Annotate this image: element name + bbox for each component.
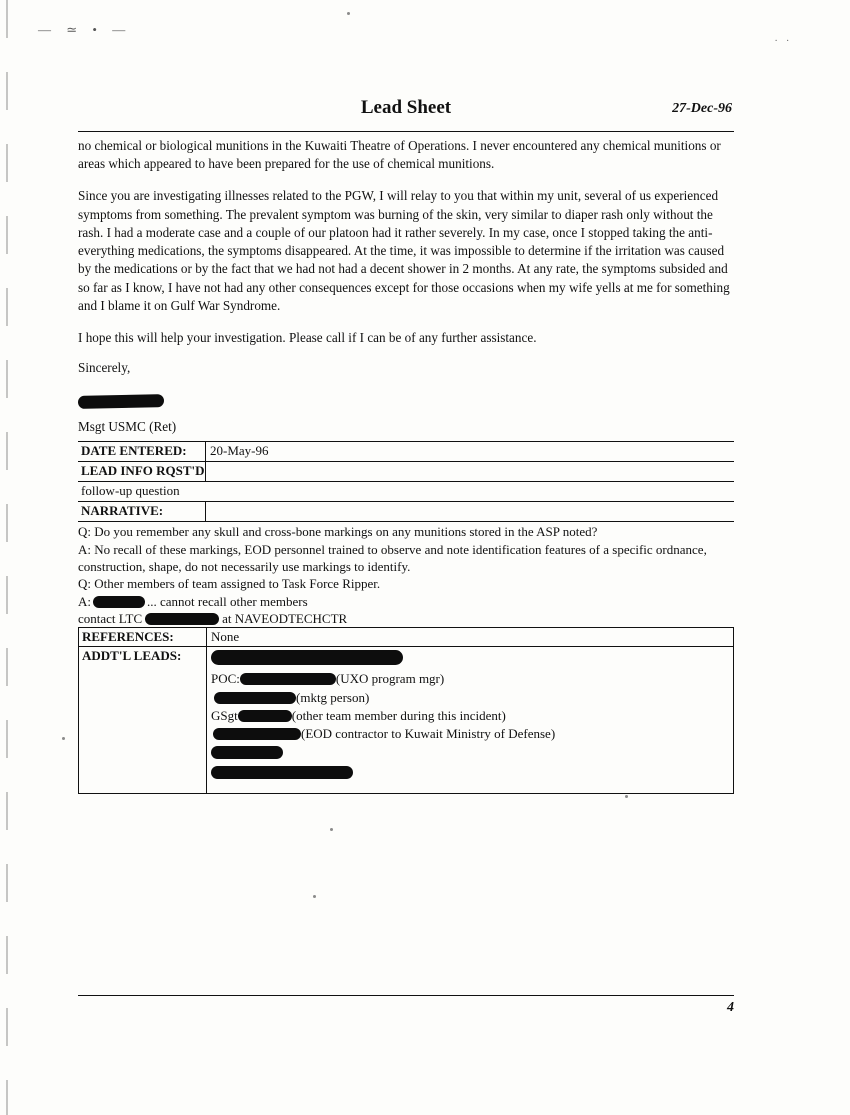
scan-top-right-marks: . .	[774, 32, 792, 44]
addtl-leads-body	[206, 647, 733, 793]
lead-info-value	[205, 462, 734, 481]
form-row-date-entered	[78, 442, 734, 462]
narrative-value	[205, 502, 734, 521]
narrative-contact-prefix: contact LTC	[78, 610, 143, 626]
scan-speck	[313, 895, 316, 898]
letter-paragraph-2: Since you are investigating illnesses related to the PGW, I will relay to you that within my unit, several of us experienced symptoms from something. The prevalent symptom was burning of the skin, very similar to diaper rash only without the rash. I had a moderate case and a couple of our platoon had it rather severely. In my case, once I stopped taking the anti-everything medications, the symptoms disappeared. At the time, it was impossible to determine if the irritation was caused by the medications or by the fact that we had not had a decent shower in 2 months. At any rate, the symptoms subsided and so far as I know, I have not had any other consequences except for those occasions when my wife yells at me for something and I blame it on Gulf War Syndrome.	[78, 188, 730, 313]
letter-paragraph-3: I hope this will help your investigation. Please call if I can be of any further assistance.	[78, 329, 537, 345]
references-leads-box	[78, 627, 734, 794]
list-item	[211, 725, 733, 743]
references-value: None	[206, 628, 733, 646]
lead-suffix: (EOD contractor to Kuwait Ministry of Defense)	[301, 726, 556, 742]
narrative-qa-redacted-line	[78, 593, 734, 610]
form-row-addtl-leads	[79, 647, 733, 793]
list-item	[211, 707, 733, 725]
scan-top-left-marks: — ≃ • —	[38, 22, 132, 37]
footer-divider	[78, 995, 734, 996]
scan-speck	[62, 737, 65, 740]
redaction-bar	[213, 728, 301, 740]
date-entered-label: DATE ENTERED:	[81, 443, 187, 459]
lead-suffix: (UXO program mgr)	[335, 671, 445, 687]
list-item	[211, 766, 733, 785]
lead-prefix: POC:	[211, 671, 240, 687]
list-item	[211, 689, 733, 707]
narrative-qa-line: A: No recall of these markings, EOD personnel trained to observe and note identification features of a specific ordnance, construction, shape, do not necessarily use markings to identify.	[78, 541, 707, 574]
redaction-bar	[211, 746, 283, 759]
date-entered-value: 20-May-96	[205, 442, 734, 461]
scan-speck	[347, 12, 350, 15]
addtl-leads-label: ADDT'L LEADS:	[82, 648, 182, 664]
follow-up-label: follow-up question	[81, 483, 180, 499]
narrative-qa-redacted-prefix: A:	[78, 593, 91, 609]
redaction-bar	[93, 596, 145, 608]
narrative-qa-line: Q: Do you remember any skull and cross-bone markings on any munitions stored in the ASP noted?	[78, 524, 598, 540]
letter-paragraph-1: no chemical or biological munitions in the Kuwaiti Theatre of Operations. I never encountered any chemical munitions or areas which appeared to have been prepared for the use of chemical munitions.	[78, 138, 721, 172]
signature-block	[78, 393, 734, 437]
lead-prefix: GSgt	[211, 708, 238, 723]
document-date: 27-Dec-96	[672, 101, 732, 116]
lead-sheet-form	[78, 441, 734, 794]
redaction-bar	[240, 673, 336, 685]
scan-speck	[330, 828, 333, 831]
narrative-qa-block	[78, 522, 734, 627]
document-body	[78, 95, 734, 794]
lead-suffix: (mktg person)	[296, 689, 370, 705]
lead-info-label: LEAD INFO RQST'D	[81, 463, 205, 479]
form-row-references	[79, 628, 733, 647]
lead-suffix: (other team member during this incident)	[291, 708, 506, 723]
form-row-follow-up	[78, 482, 734, 502]
redaction-signature	[78, 395, 164, 410]
scan-edge-artifact	[6, 0, 8, 1115]
page-title: Lead Sheet	[360, 97, 452, 118]
narrative-qa-redacted-suffix: ... cannot recall other members	[147, 593, 308, 609]
letter-closing: Sincerely,	[78, 360, 131, 376]
narrative-label: NARRATIVE:	[81, 503, 164, 519]
redaction-bar	[145, 613, 219, 625]
page-number: 4	[727, 1000, 734, 1015]
redaction-bar	[238, 710, 292, 722]
list-item	[211, 670, 733, 688]
redaction-bar	[211, 766, 353, 779]
letter-text	[78, 132, 734, 377]
follow-up-value	[205, 482, 734, 501]
narrative-qa-line: Q: Other members of team assigned to Task Force Ripper.	[78, 576, 381, 592]
narrative-contact-suffix: at NAVEODTECHCTR	[222, 610, 348, 626]
redaction-bar	[211, 650, 403, 665]
scan-speck	[625, 795, 628, 798]
narrative-contact-line	[78, 610, 734, 627]
document-header	[78, 95, 734, 129]
references-label: REFERENCES:	[82, 629, 174, 645]
form-row-lead-info	[78, 462, 734, 482]
list-item	[211, 650, 733, 670]
list-item	[211, 746, 733, 765]
signer-title: Msgt USMC (Ret)	[78, 419, 177, 435]
form-row-narrative	[78, 502, 734, 522]
redaction-bar	[214, 692, 296, 704]
